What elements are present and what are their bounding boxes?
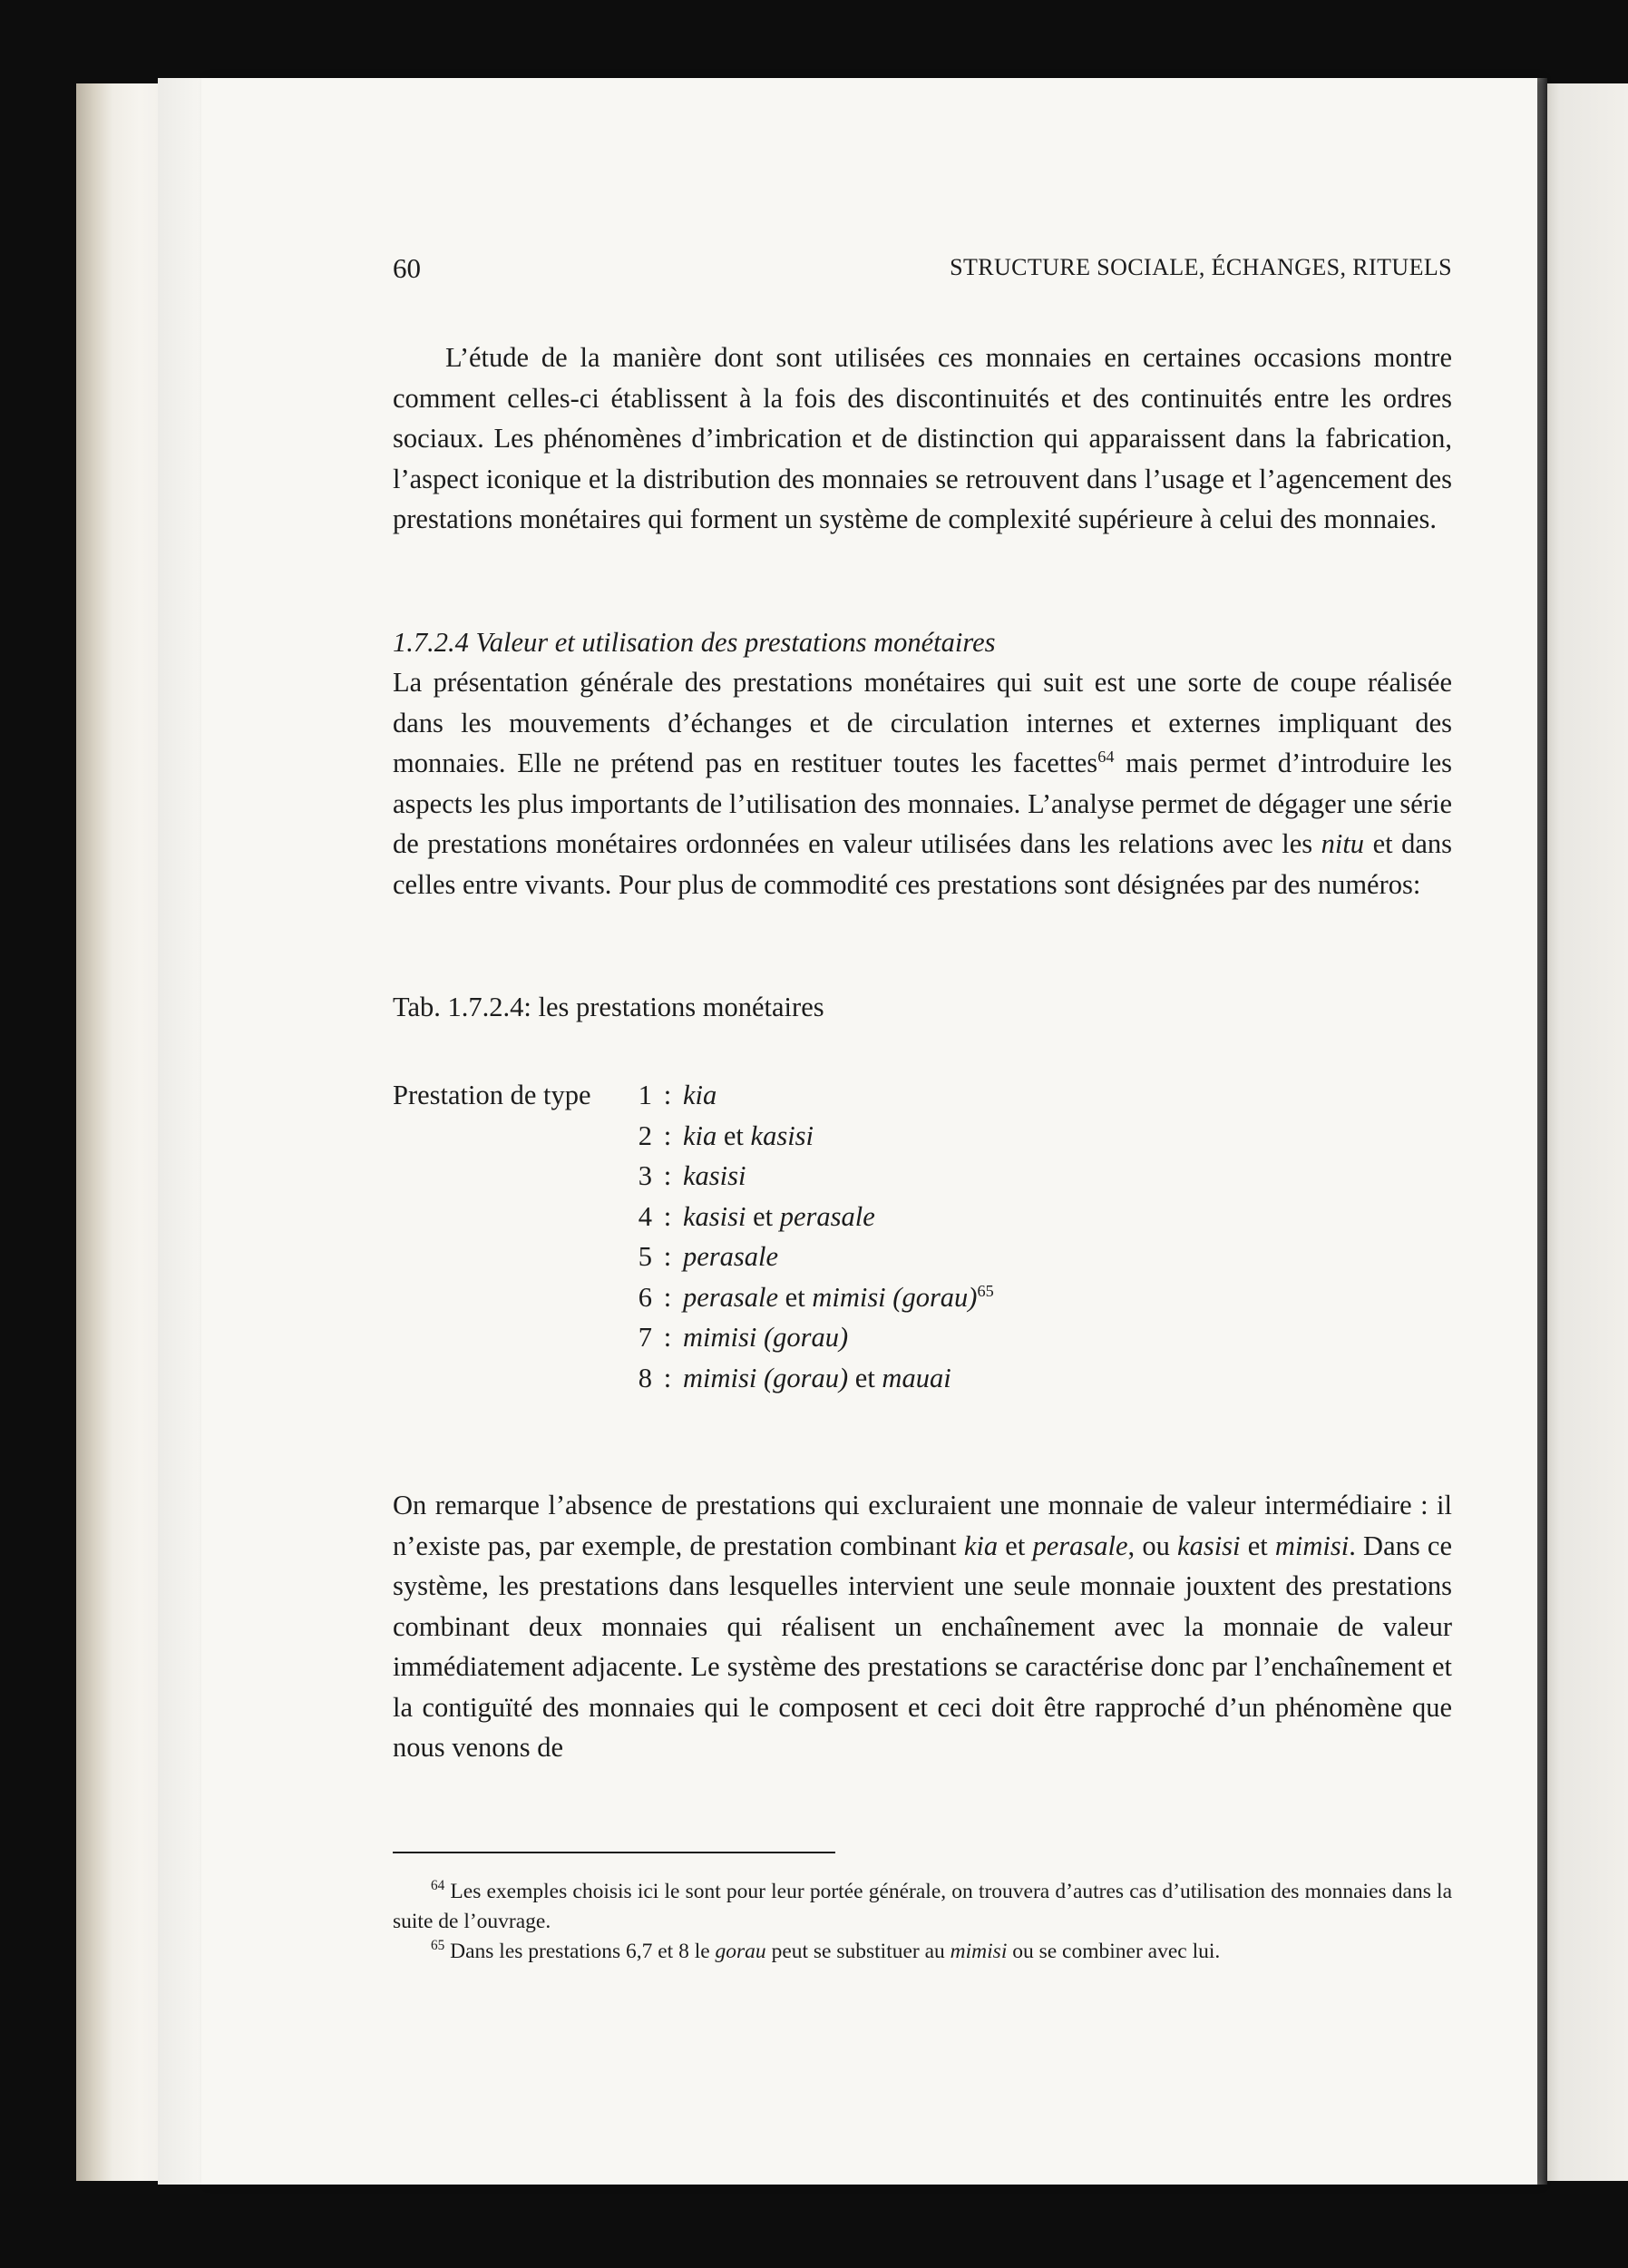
page-edge [158, 78, 203, 2185]
prestation-label: Prestation de type [393, 1080, 591, 1110]
paragraph-3-text: et [1240, 1530, 1275, 1561]
prestation-row [393, 1358, 1452, 1399]
prestation-row [393, 1197, 1452, 1237]
running-title: STRUCTURE SOCIALE, ÉCHANGES, RITUELS [950, 254, 1452, 280]
prestations-list [393, 1075, 1452, 1398]
prestation-row [393, 1075, 1452, 1116]
conjunction-et: et [785, 1281, 805, 1313]
page-number: 60 [393, 252, 421, 284]
paragraph-3-text: et [998, 1530, 1033, 1561]
prestation-colon: : [663, 1119, 672, 1151]
term-kasisi: kasisi [1177, 1530, 1241, 1561]
prestation-row [393, 1317, 1452, 1358]
term-mimisi: mimisi [1274, 1530, 1350, 1561]
footnote-text: ou se combiner avec lui. [1007, 1940, 1221, 1963]
currency-a: mimisi (gorau) [683, 1322, 849, 1353]
prestation-colon: : [663, 1160, 672, 1191]
currency-a: perasale [683, 1281, 779, 1313]
footnotes [393, 1877, 1452, 1967]
footnote-text: Dans les prestations 6,7 et 8 le [450, 1940, 716, 1963]
currency-a: kasisi [683, 1200, 746, 1232]
prestation-label [393, 1277, 630, 1318]
prestation-number: 7 [638, 1322, 652, 1353]
prestation-colon: : [663, 1281, 672, 1313]
paragraph-3-text: On remarque l’absence de prestations qui excluraient une monnaie de valeur intermédiaire : il n’existe pas, par exemple, de prestation combinant [393, 1490, 1452, 1561]
prestation-value [683, 1197, 875, 1237]
prestation-number: 5 [638, 1241, 652, 1272]
currency-a: kia [683, 1119, 717, 1151]
paragraph-2-part-2: mais permet d’introduire les aspects les plus importants de l’utilisation des monnaies. L’analyse permet de dégager une série de prestations monétaires ordonnées en valeur utilisées dans les relations avec les [393, 748, 1453, 859]
prestation-colon: : [663, 1241, 672, 1272]
prestation-number: 6 [638, 1281, 652, 1313]
prestation-label [393, 1197, 630, 1237]
conjunction-et: et [854, 1362, 875, 1393]
currency-b: mauai [882, 1362, 951, 1393]
prestation-value [683, 1277, 994, 1318]
paragraph-3-text: , ou [1127, 1530, 1178, 1561]
currency-b: perasale [779, 1200, 875, 1232]
prestation-colon: : [663, 1362, 672, 1393]
footnote-rule [393, 1852, 835, 1853]
prestation-label [393, 1358, 630, 1399]
right-page-edge [1542, 83, 1628, 2181]
prestation-number: 4 [638, 1200, 652, 1232]
section-number: 1.7.2.4 [393, 627, 469, 658]
prestation-number: 2 [638, 1119, 652, 1151]
prestation-number: 1 [638, 1080, 652, 1110]
footnote-text: Les exemples choisis ici le sont pour leur portée générale, on trouvera d’autres cas d’utilisation des monnaies dans la suite de l’ouvrage. [393, 1880, 1452, 1933]
prestation-label [393, 1317, 630, 1358]
prestation-label [393, 1156, 630, 1197]
prestation-label [393, 1237, 630, 1277]
currency-b: kasisi [750, 1119, 814, 1151]
prestation-value [683, 1116, 814, 1157]
footnote-ref-65: 65 [977, 1281, 994, 1300]
page-stack-edge [76, 83, 158, 2181]
prestation-value [683, 1075, 717, 1116]
footnote-65 [393, 1937, 1452, 1967]
term-perasale: perasale [1032, 1530, 1128, 1561]
paragraph-3-text: . Dans ce système, les prestations dans lesquelles intervient une seule monnaie jouxtent des prestations combinant deux monnaies qui réalisent un enchaînement avec la monnaie de valeur immédiatement adjacente. Le système des prestations se caractérise donc par l’enchaînement et la contiguïté des monnaies qui le composent et ceci doit être rapproché d’un phénomène que nous venons de [393, 1530, 1453, 1763]
term-mimisi: mimisi [950, 1940, 1008, 1963]
section-heading [393, 622, 1452, 662]
prestation-number: 3 [638, 1160, 652, 1191]
prestation-row [393, 1277, 1452, 1318]
prestation-value [683, 1156, 746, 1197]
footnote-number: 64 [431, 1877, 445, 1893]
prestation-row [393, 1237, 1452, 1277]
currency-a: kasisi [683, 1160, 746, 1191]
prestation-colon: : [663, 1080, 672, 1110]
footnote-64 [393, 1877, 1452, 1937]
paragraph-2-part-1: La présentation générale des prestations monétaires qui suit est une sorte de coupe réalisée dans les mouvements d’échanges et de circulation internes et externes impliquant des monnaies. Elle ne prétend pas en restituer toutes les facettes [393, 667, 1452, 778]
prestation-value [683, 1237, 778, 1277]
footnote-text: peut se substituer au [765, 1940, 950, 1963]
prestation-label [393, 1116, 630, 1157]
prestation-row [393, 1116, 1452, 1157]
prestation-number: 8 [638, 1362, 652, 1393]
term-kia: kia [963, 1530, 999, 1561]
running-head [393, 252, 1452, 288]
table-caption: Tab. 1.7.2.4: les prestations monétaires [393, 992, 824, 1022]
paragraph-3 [393, 1485, 1452, 1768]
prestation-row [393, 1156, 1452, 1197]
conjunction-et: et [753, 1200, 774, 1232]
paragraph-2 [393, 662, 1452, 904]
section-title: Valeur et utilisation des prestations monétaires [475, 627, 996, 658]
prestation-colon: : [663, 1200, 672, 1232]
currency-b: mimisi (gorau) [812, 1281, 978, 1313]
paragraph-1: L’étude de la manière dont sont utilisées ces monnaies en certaines occasions montre comment celles-ci établissent à la fois des discontinuités et des continuités entre les ordres sociaux. Les phénomènes d’imbrication et de distinction qui apparaissent dans la fabrication, l’aspect iconique et la distribution des monnaies se retrouvent dans l’usage et l’agencement des prestations monétaires qui forment un système de complexité supérieure à celui des monnaies. [393, 342, 1452, 534]
footnote-ref-64: 64 [1097, 748, 1115, 767]
conjunction-et: et [723, 1119, 744, 1151]
footnote-number: 65 [431, 1937, 445, 1953]
currency-a: perasale [683, 1241, 779, 1272]
currency-a: kia [683, 1080, 717, 1110]
term-gorau: gorau [715, 1940, 766, 1963]
paragraph-2-part-3: et dans celles entre vivants. Pour plus de commodité ces prestations sont désignées par des numéros: [393, 828, 1452, 900]
currency-a: mimisi (gorau) [683, 1362, 849, 1393]
prestation-colon: : [663, 1322, 672, 1353]
prestation-value [683, 1317, 848, 1358]
prestation-value [683, 1358, 951, 1399]
term-nitu: nitu [1321, 828, 1365, 859]
